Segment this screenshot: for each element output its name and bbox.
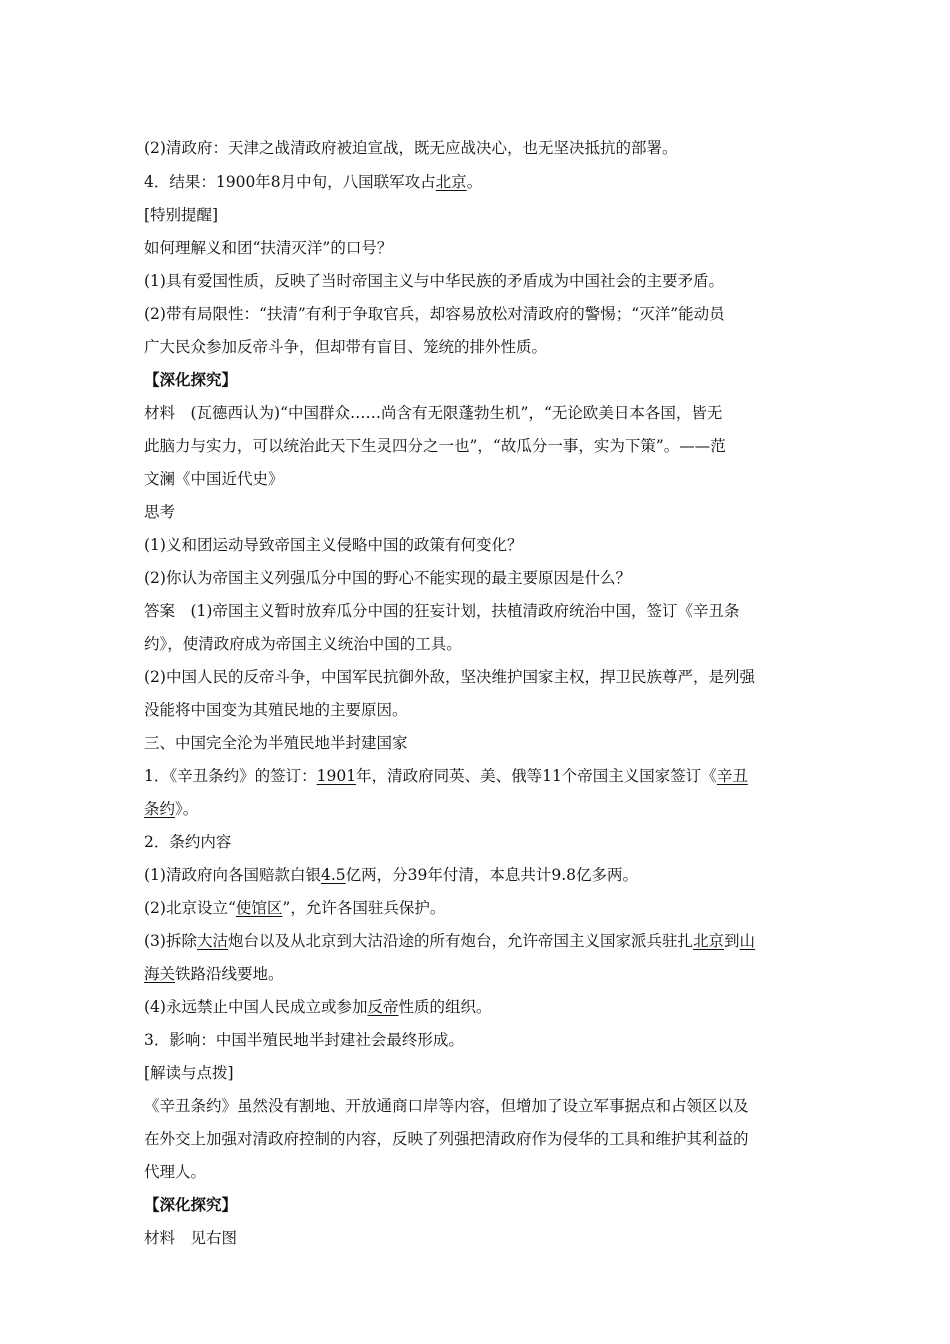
- underlined-answer: 条约: [144, 800, 176, 818]
- section-heading: 三、中国完全沦为半殖民地半封建国家: [144, 734, 408, 752]
- text-line: (4)永远禁止中国人民成立或参加反帝性质的组织。: [144, 998, 492, 1016]
- text-line: 3．影响：中国半殖民地半封建社会最终形成。: [144, 1031, 464, 1049]
- text-line: 海关铁路沿线要地。: [144, 965, 284, 983]
- text-line: 代理人。: [144, 1163, 207, 1181]
- text-line: 答案 (1)帝国主义暂时放弃瓜分中国的狂妄计划，扶植清政府统治中国，签订《辛丑条: [144, 602, 740, 620]
- text-line: 2．条约内容: [144, 833, 232, 851]
- text-line: 1．《辛丑条约》的签订：1901年，清政府同英、美、俄等11个帝国主义国家签订《辛丑: [144, 767, 748, 785]
- section-heading: 【深化探究】: [144, 1195, 238, 1214]
- section-label: [解读与点拨]: [144, 1064, 234, 1082]
- text-line: 4．结果：1900年8月中旬，八国联军攻占北京。: [144, 173, 483, 191]
- underlined-answer: 1901: [316, 767, 357, 785]
- text-line: 材料 (瓦德西认为)“中国群众……尚含有无限蓬勃生机”，“无论欧美日本各国，皆无: [144, 404, 723, 422]
- text-line: (2)中国人民的反帝斗争，中国军民抗御外敌，坚决维护国家主权，捍卫民族尊严，是列强: [144, 668, 755, 686]
- text-line: (2)北京设立“使馆区”，允许各国驻兵保护。: [144, 899, 446, 917]
- text-line: 条约》。: [144, 800, 199, 818]
- underlined-answer: 4.5: [320, 866, 346, 884]
- text-line: 约》，使清政府成为帝国主义统治中国的工具。: [144, 635, 462, 653]
- underlined-answer: 使馆区: [235, 899, 283, 917]
- text-line: (1)义和团运动导致帝国主义侵略中国的政策有何变化？: [144, 536, 523, 554]
- section-heading: 【深化探究】: [144, 370, 238, 389]
- text-line: 广大民众参加反帝斗争，但却带有盲目、笼统的排外性质。: [144, 338, 548, 356]
- text-line: (1)具有爱国性质，反映了当时帝国主义与中华民族的矛盾成为中国社会的主要矛盾。: [144, 272, 724, 290]
- section-label: [特别提醒]: [144, 206, 219, 224]
- text-line: 此脑力与实力，可以统治此天下生灵四分之一也”，“故瓜分一事，实为下策”。——范: [144, 437, 726, 455]
- text-line: 没能将中国变为其殖民地的主要原因。: [144, 701, 408, 719]
- text-line: 《辛丑条约》虽然没有割地、开放通商口岸等内容，但增加了设立军事据点和占领区以及: [144, 1097, 749, 1115]
- underlined-answer: 北京: [435, 173, 467, 191]
- text-line: (2)清政府：天津之战清政府被迫宣战，既无应战决心，也无坚决抵抗的部署。: [144, 139, 678, 157]
- underlined-answer: 山: [739, 932, 756, 950]
- text-line: 材料 见右图: [144, 1229, 238, 1247]
- underlined-answer: 大沽: [196, 932, 228, 950]
- text-line: 思考: [144, 503, 176, 521]
- text-line: 文澜《中国近代史》: [144, 470, 284, 488]
- text-line: (1)清政府向各国赔款白银4.5亿两，分39年付清，本息共计9.8亿多两。: [144, 866, 638, 884]
- underlined-answer: 反帝: [367, 998, 399, 1016]
- text-line: (3)拆除大沽炮台以及从北京到大沽沿途的所有炮台，允许帝国主义国家派兵驻扎北京到山: [144, 932, 756, 950]
- underlined-answer: 辛丑: [716, 767, 748, 785]
- underlined-answer: 北京: [693, 932, 725, 950]
- underlined-answer: 海关: [144, 965, 176, 983]
- text-line: 在外交上加强对清政府控制的内容，反映了列强把清政府作为侵华的工具和维护其利益的: [144, 1130, 749, 1148]
- text-line: (2)带有局限性：“扶清”有利于争取官兵，却容易放松对清政府的警惕；“灭洋”能动员: [144, 305, 725, 323]
- text-line: 如何理解义和团“扶清灭洋”的口号？: [144, 239, 393, 257]
- text-line: (2)你认为帝国主义列强瓜分中国的野心不能实现的最主要原因是什么？: [144, 569, 631, 587]
